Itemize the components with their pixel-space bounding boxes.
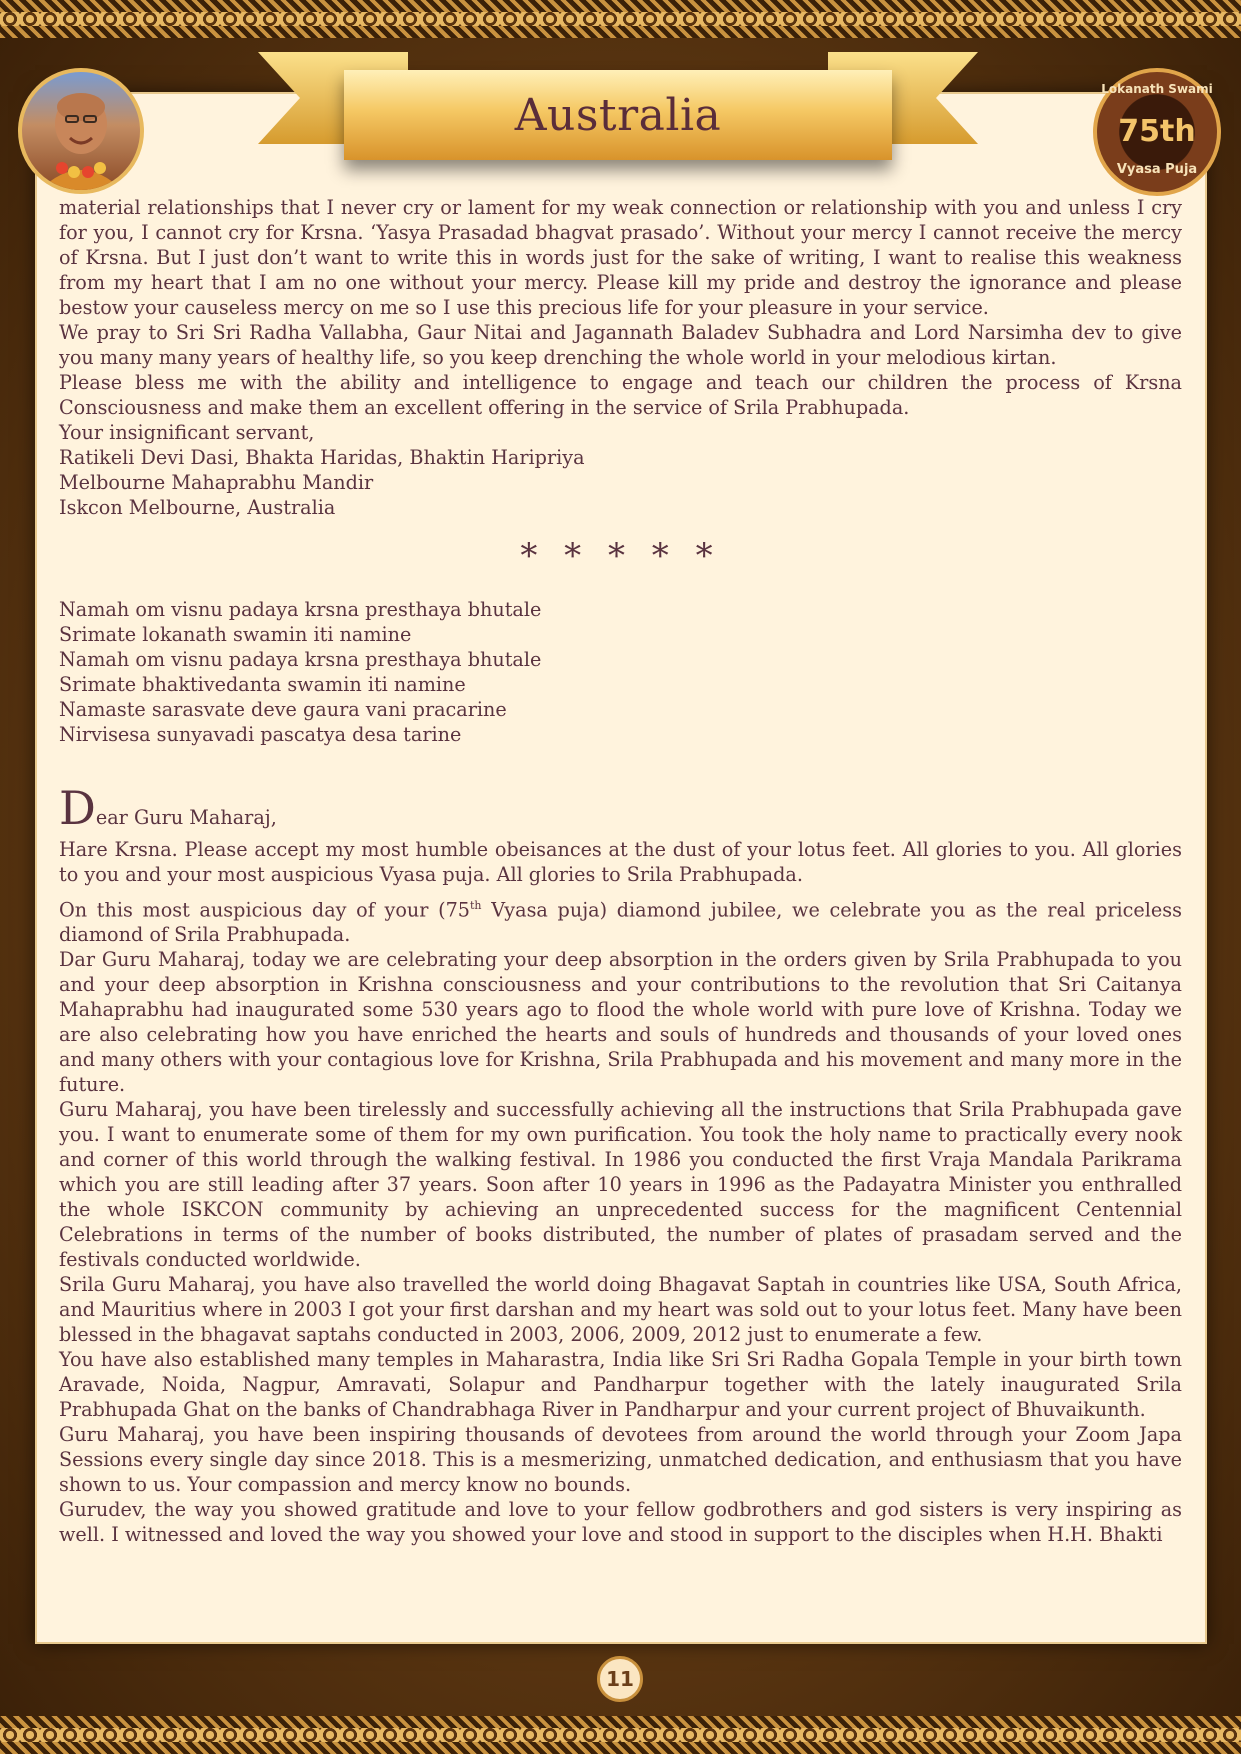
- letter1-signoff: Your insignificant servant,: [59, 421, 315, 444]
- vyasa-puja-seal-logo: [1093, 68, 1221, 196]
- page-number: 11: [597, 1656, 643, 1702]
- portrait-illustration: [22, 72, 140, 190]
- seal-top-text: Lokanath Swami: [1101, 82, 1213, 96]
- p2-before: On this most auspicious day of your (75: [59, 898, 471, 922]
- letter2-paragraph-7: Guru Maharaj, you have been inspiring thousands of devotees from around the world through your Zoom Japa Sessions every single day since 2018. This is a mesmerizing, unmatched dedication, and enthusiasm that you have shown to us. Your compassion and mercy know no bounds.: [59, 1423, 1182, 1497]
- p2-superscript: th: [470, 899, 482, 912]
- letter2-paragraph-5: Srila Guru Maharaj, you have also travelled the world doing Bhagavat Saptah in countries like USA, South Africa, and Mauritius where in 2003 I got your first darshan and my heart was sold out to your lotus feet. Many have been blessed in the bhagavat saptahs conducted in 2003, 2006, 2009, 2012 just to enumerate a few.: [59, 1273, 1182, 1347]
- letter1-temple: Melbourne Mahaprabhu Mandir: [59, 471, 374, 494]
- ribbon-banner: [344, 70, 892, 160]
- salutation-text: ear Guru Maharaj,: [95, 806, 277, 829]
- letter2-paragraph-4: Guru Maharaj, you have been tirelessly and successfully achieving all the instructions that Srila Prabhupada gave you. I want to enumerate some of them for my own purification. You took the holy name to practically every nook and corner of this world through the walking festival. In 1986 you conducted the first Vraja Mandala Parikrama which you are still leading after 37 years. Soon after 10 years in 1996 as the Padayatra Minister you enthralled the whole ISKCON community by achieving an unprecedented success for the magnificent Centennial Celebrations in terms of the number of books distributed, the number of plates of prasadam served and the festivals conducted worldwide.: [59, 1098, 1182, 1272]
- letter-content: [59, 195, 1182, 1547]
- letter2-paragraph-3: Dar Guru Maharaj, today we are celebrating your deep absorption in the orders given by Srila Prabhupada to you and your deep absorption in Krishna consciousness and your contributions to the revolution that Sri Caitanya Mahaprabhu had inaugurated some 530 years ago to flood the whole world with pure love of Krishna. Today we are also celebrating how you have enriched the hearts and souls of hundreds and thousands of your loved ones and many others with your contagious love for Krishna, Srila Prabhupada and his movement and many more in the future.: [59, 948, 1182, 1097]
- p2-after: Vyasa puja) diamond jubilee, we celebrate you as the real priceless diamond of Srila Prabhupada.: [59, 898, 1182, 947]
- verse-line: Namah om visnu padaya krsna presthaya bhutale: [59, 598, 542, 621]
- letter1-paragraph-2: We pray to Sri Sri Radha Vallabha, Gaur Nitai and Jagannath Baladev Subhadra and Lord Narsimha dev to give you many many years of healthy life, so you keep drenching the whole world in your melodious kirtan.: [59, 321, 1182, 369]
- letter1-signatories: Ratikeli Devi Dasi, Bhakta Haridas, Bhaktin Haripriya: [59, 446, 585, 469]
- decorative-border-top: [0, 0, 1241, 38]
- verse-line: Namaste sarasvate deve gaura vani pracarine: [59, 698, 507, 721]
- seal-number: 75th: [1118, 114, 1196, 149]
- section-separator: * * * * *: [520, 536, 721, 576]
- letter2-paragraph-2: [59, 893, 1182, 947]
- letter1-location: Iskcon Melbourne, Australia: [59, 496, 336, 519]
- letter2-paragraph-1: Hare Krsna. Please accept my most humble obeisances at the dust of your lotus feet. All glories to you. All glories to you and your most auspicious Vyasa puja. All glories to Srila Prabhupada.: [59, 838, 1182, 886]
- page-title: Australia: [514, 89, 722, 141]
- seal-bottom-text: Vyasa Puja: [1116, 162, 1198, 177]
- letter2-paragraph-8: Gurudev, the way you showed gratitude and love to your fellow godbrothers and god sisters is very inspiring as well. I witnessed and loved the way you showed your love and stood in support to the disciples when H.H. Bhakti: [59, 1498, 1182, 1547]
- title-ribbon: [258, 50, 978, 170]
- verse-line: Srimate bhaktivedanta swamin iti namine: [59, 673, 466, 696]
- letter1-paragraph-1: material relationships that I never cry or lament for my weak connection or relationship with you and unless I cry for you, I cannot cry for Krsna. ‘Yasya Prasadad bhagvat prasado’. Without your mercy I cannot receive the mercy of Krsna. But I just don’t want to write this in words just for the sake of writing, I want to realise this weakness from my heart that I am no one without your mercy. Please kill my pride and destroy the ignorance and please bestow your causeless mercy on me so I use this precious life for your pleasure in your service.: [59, 196, 1182, 319]
- decorative-border-bottom: [0, 1716, 1241, 1754]
- letter2-salutation: [59, 781, 1182, 835]
- letter2-paragraph-6: You have also established many temples in Maharastra, India like Sri Sri Radha Gopala Temple in your birth town Aravade, Noida, Nagpur, Amravati, Solapur and Pandharpur together with the lately inaugurated Srila Prabhupada Ghat on the banks of Chandrabhaga River in Pandharpur and your current project of Bhuvaikunth.: [59, 1348, 1182, 1422]
- guru-portrait-image: [18, 68, 144, 194]
- verse-line: Nirvisesa sunyavadi pascatya desa tarine: [59, 723, 462, 746]
- letter1-paragraph-3: Please bless me with the ability and intelligence to engage and teach our children the process of Krsna Consciousness and make them an excellent offering in the service of Srila Prabhupada.: [59, 371, 1182, 419]
- drop-cap: D: [59, 781, 96, 835]
- pranam-mantra: [59, 597, 1182, 747]
- verse-line: Srimate lokanath swamin iti namine: [59, 623, 412, 646]
- verse-line: Namah om visnu padaya krsna presthaya bhutale: [59, 648, 542, 671]
